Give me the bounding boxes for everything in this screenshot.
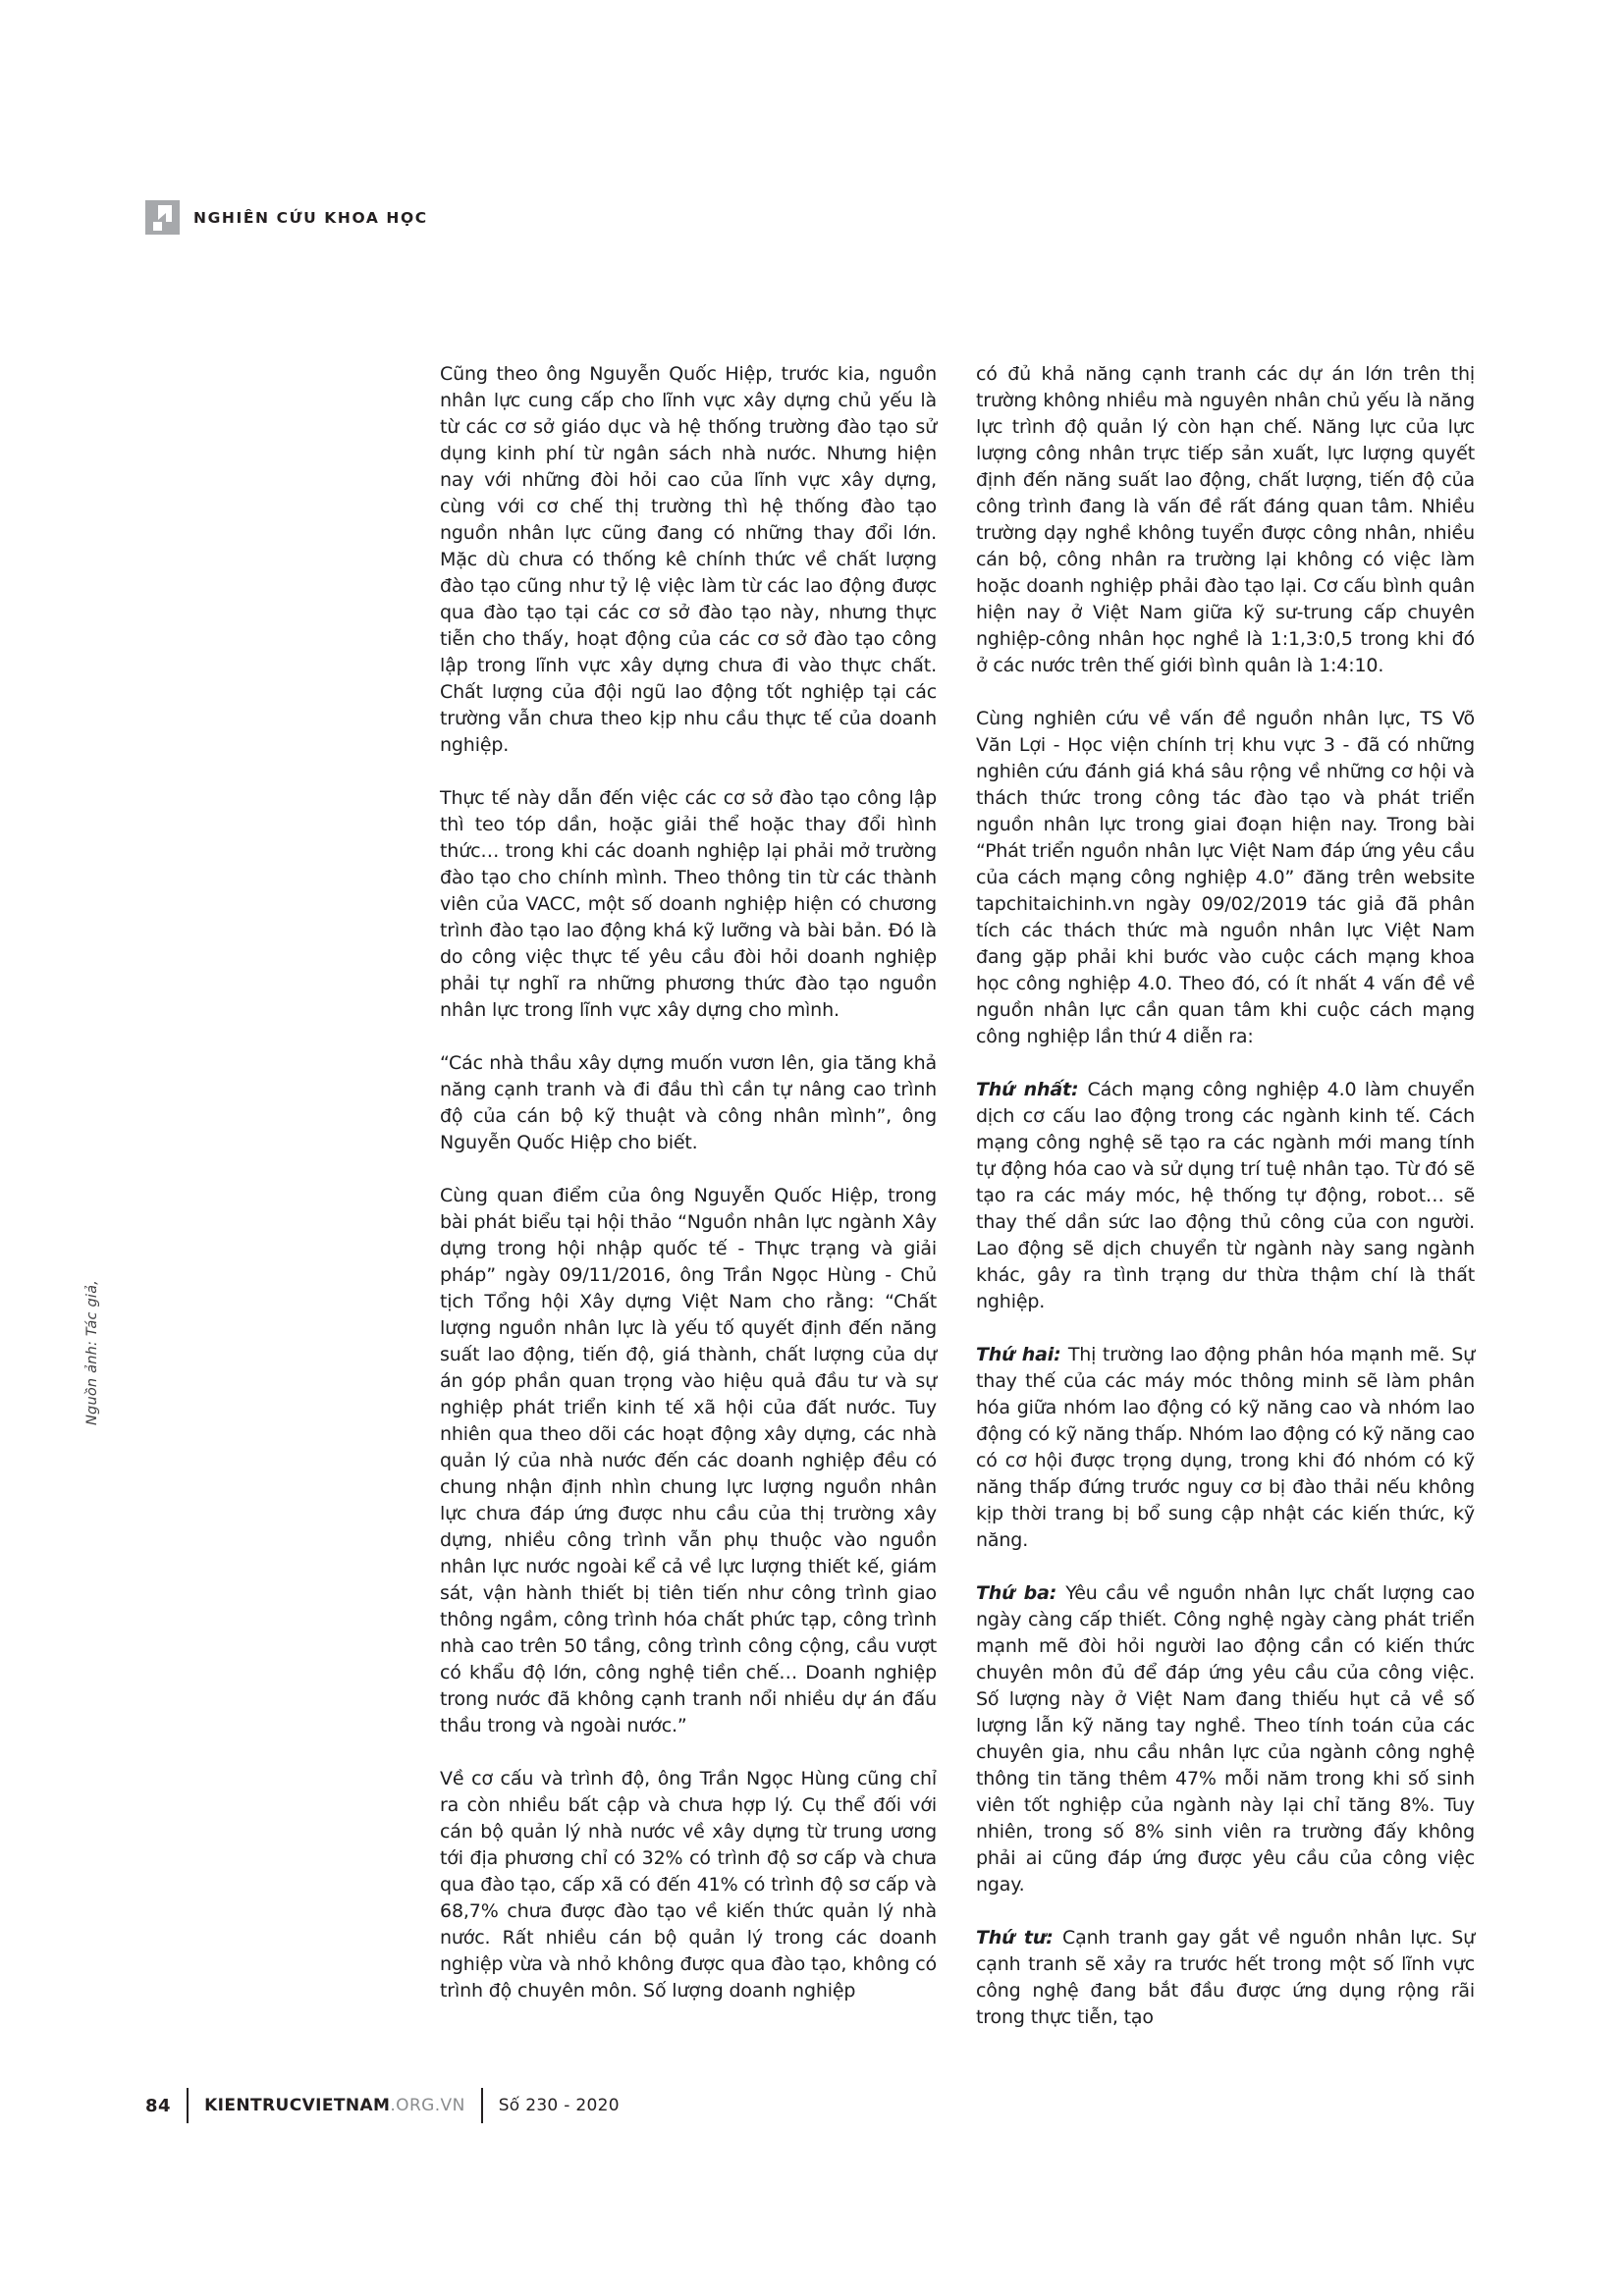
journal-website-name: KIENTRUCVIETNAM [204,2096,391,2115]
paragraph-text: Cách mạng công nghiệp 4.0 làm chuyển dịch cơ cấu lao động trong các ngành kinh tế. Cách mạng công nghệ sẽ tạo ra các ngành mới mang tính tự động hóa cao và sử dụng trí tuệ nhân tạo. Từ đó sẽ tạo ra các máy móc, hệ thống tự động, robot… sẽ thay thế dần sức lao động thủ công của con người. Lao động sẽ dịch chuyển từ ngành này sang ngành khác, gây ra tình trạng dư thừa thậm chí là thất nghiệp. [976,1079,1475,1312]
paragraph-lead-in: Thứ hai: [976,1344,1068,1365]
paragraph-lead-in: Thứ ba: [976,1582,1066,1604]
paragraph-text: Cùng nghiên cứu về vấn đề nguồn nhân lực, TS Võ Văn Lợi - Học viện chính trị khu vực 3 - đã có những nghiên cứu đánh giá khá sâu rộng về những cơ hội và thách thức trong công tác đào tạo và phát triển nguồn nhân lực trong giai đoạn hiện nay. Trong bài “Phát triển nguồn nhân lực Việt Nam đáp ứng yêu cầu của cách mạng công nghiệp 4.0” đăng trên website tapchitaichinh.vn ngày 09/02/2019 tác giả đã phân tích các thách thức mà nguồn nhân lực Việt Nam đang gặp phải khi bước vào cuộc cách mạng khoa học công nghiệp 4.0. Theo đó, có ít nhất 4 vấn đề về nguồn nhân lực cần quan tâm khi cuộc cách mạng công nghiệp lần thứ 4 diễn ra: [976,708,1475,1047]
article-paragraph [976,1077,1475,1315]
article-paragraph [976,1925,1475,2031]
paragraph-text: Thị trường lao động phân hóa mạnh mẽ. Sự thay thế của các máy móc thông minh sẽ làm phân hóa giữa nhóm lao động có kỹ năng cao và nhóm lao động có kỹ năng thấp. Nhóm lao động có kỹ năng cao có cơ hội được trọng dụng, trong khi đó nhóm có kỹ năng thấp đứng trước nguy cơ bị đào thải nếu không kịp thời trang bị bổ sung cập nhật các kiến thức, kỹ năng. [976,1344,1475,1551]
article-paragraph: Cũng theo ông Nguyễn Quốc Hiệp, trước kia, nguồn nhân lực cung cấp cho lĩnh vực xây dựng chủ yếu là từ các cơ sở giáo dục và hệ thống trường đào tạo sử dụng kinh phí từ ngân sách nhà nước. Nhưng hiện nay với những đòi hỏi cao của lĩnh vực xây dựng, cùng với cơ chế thị trường thì hệ thống đào tạo nguồn nhân lực cũng đang có những thay đổi lớn. Mặc dù chưa có thống kê chính thức về chất lượng đào tạo cũng như tỷ lệ việc làm từ các lao động được qua đào tạo tại các cơ sở đào tạo này, nhưng thực tiễn cho thấy, hoạt động của các cơ sở đào tạo công lập trong lĩnh vực xây dựng chưa đi vào thực chất. Chất lượng của đội ngũ lao động tốt nghiệp tại các trường vẫn chưa theo kịp nhu cầu thực tế của doanh nghiệp. [440,363,937,756]
paragraph-lead-in: Thứ nhất: [976,1079,1088,1100]
footer-divider [481,2088,483,2123]
article-paragraph [976,361,1475,679]
journal-logo-icon [145,200,180,235]
article-paragraph [976,1342,1475,1554]
footer-divider [187,2088,189,2123]
article-paragraph: Cùng quan điểm của ông Nguyễn Quốc Hiệp, trong bài phát biểu tại hội thảo “Nguồn nhân lực ngành Xây dựng trong hội nhập quốc tế - Thực trạng và giải pháp” ngày 09/11/2016, ông Trần Ngọc Hùng - Chủ tịch Tổng hội Xây dựng Việt Nam cho rằng: “Chất lượng nguồn nhân lực là yếu tố quyết định đến năng suất lao động, tiến độ, giá thành, chất lượng của dự án góp phần quan trọng vào hiệu quả đầu tư và sự nghiệp phát triển kinh tế xã hội của đất nước. Tuy nhiên qua theo dõi các hoạt động xây dựng, các nhà quản lý của nhà nước đến các doanh nghiệp đều có chung nhận định nhìn chung lực lượng nguồn nhân lực chưa đáp ứng được nhu cầu của thị trường xây dựng, nhiều công trình vẫn phụ thuộc vào nguồn nhân lực nước ngoài kể cả về lực lượng thiết kế, giám sát, vận hành thiết bị tiên tiến như công trình giao thông ngầm, công trình hóa chất phức tạp, công trình nhà cao trên 50 tầng, công trình công cộng, cầu vượt có khẩu độ lớn, công nghệ tiền chế… Doanh nghiệp trong nước đã không cạnh tranh nổi nhiều dự án đấu thầu trong và ngoài nước.” [440,1185,937,1736]
article-paragraph: Thực tế này dẫn đến việc các cơ sở đào tạo công lập thì teo tóp dần, hoặc giải thể hoặc thay đổi hình thức… trong khi các doanh nghiệp lại phải mở trường đào tạo cho chính mình. Theo thông tin từ các thành viên của VACC, một số doanh nghiệp hiện có chương trình đào tạo lao động khá kỹ lưỡng và bài bản. Đó là do công việc thực tế yêu cầu đòi hỏi doanh nghiệp phải tự nghĩ ra những phương thức đào tạo nguồn nhân lực trong lĩnh vực xây dựng cho mình. [440,787,937,1021]
paragraph-lead-in: Thứ tư: [976,1927,1063,1949]
page-number: 84 [145,2095,172,2116]
section-title: NGHIÊN CỨU KHOA HỌC [193,208,428,227]
paragraph-text: Cạnh tranh gay gắt về nguồn nhân lực. Sự cạnh tranh sẽ xảy ra trước hết trong một số lĩnh vực công nghệ đang bắt đầu được ứng dụng rộng rãi trong thực tiễn, tạo [976,1927,1476,2028]
article-paragraph: “Các nhà thầu xây dựng muốn vươn lên, gia tăng khả năng cạnh tranh và đi đầu thì cần tự nâng cao trình độ của cán bộ kỹ thuật và công nhân mình”, ông Nguyễn Quốc Hiệp cho biết. [440,1052,937,1153]
article-paragraph [976,1580,1475,1898]
page-footer [145,2087,620,2124]
article-column-left [440,361,937,2031]
paragraph-text: Yêu cầu về nguồn nhân lực chất lượng cao ngày càng cấp thiết. Công nghệ ngày càng phát triển mạnh mẽ đòi hỏi người lao động cần có kiến thức chuyên môn đủ để đáp ứng yêu cầu của công việc. Số lượng này ở Việt Nam đang thiếu hụt cả về số lượng lẫn kỹ năng tay nghề. Theo tính toán của các chuyên gia, nhu cầu nhân lực của ngành công nghệ thông tin tăng thêm 47% mỗi năm trong khi số sinh viên tốt nghiệp của ngành này lại chỉ tăng 8%. Tuy nhiên, trong số 8% sinh viên ra trường đấy không phải ai cũng đáp ứng được yêu cầu của công việc ngay. [976,1582,1475,1896]
section-header [145,200,428,235]
article-paragraph [976,706,1475,1050]
paragraph-text: có đủ khả năng cạnh tranh các dự án lớn trên thị trường không nhiều mà nguyên nhân chủ yếu là năng lực trình độ quản lý còn hạn chế. Năng lực của lực lượng công nhân trực tiếp sản xuất, lực lượng quyết định đến năng suất lao động, chất lượng, tiến độ của công trình đang là vấn đề rất đáng quan tâm. Nhiều trường dạy nghề không tuyển được công nhân, nhiều cán bộ, công nhân ra trường lại không có việc làm hoặc doanh nghiệp phải đào tạo lại. Cơ cấu bình quân hiện nay ở Việt Nam giữa kỹ sư-trung cấp chuyên nghiệp-công nhân học nghề là 1:1,3:0,5 trong khi đó ở các nước trên thế giới bình quân là 1:4:10. [976,363,1475,676]
article-column-right [976,361,1475,2057]
photo-credit: Nguồn ảnh: Tác giả, [84,1280,100,1425]
journal-website [204,2096,465,2115]
article-paragraph: Về cơ cấu và trình độ, ông Trần Ngọc Hùng cũng chỉ ra còn nhiều bất cập và chưa hợp lý. Cụ thể đối với cán bộ quản lý nhà nước về xây dựng từ trung ương tới địa phương chỉ có 32% có trình độ sơ cấp và chưa qua đào tạo, cấp xã có đến 41% có trình độ sơ cấp và 68,7% chưa được đào tạo về kiến thức quản lý nhà nước. Rất nhiều cán bộ quản lý trong các doanh nghiệp vừa và nhỏ không được qua đào tạo, không có trình độ chuyên môn. Số lượng doanh nghiệp [440,1768,937,2002]
journal-website-suffix: .ORG.VN [390,2096,465,2115]
issue-number: Số 230 - 2020 [498,2096,620,2115]
